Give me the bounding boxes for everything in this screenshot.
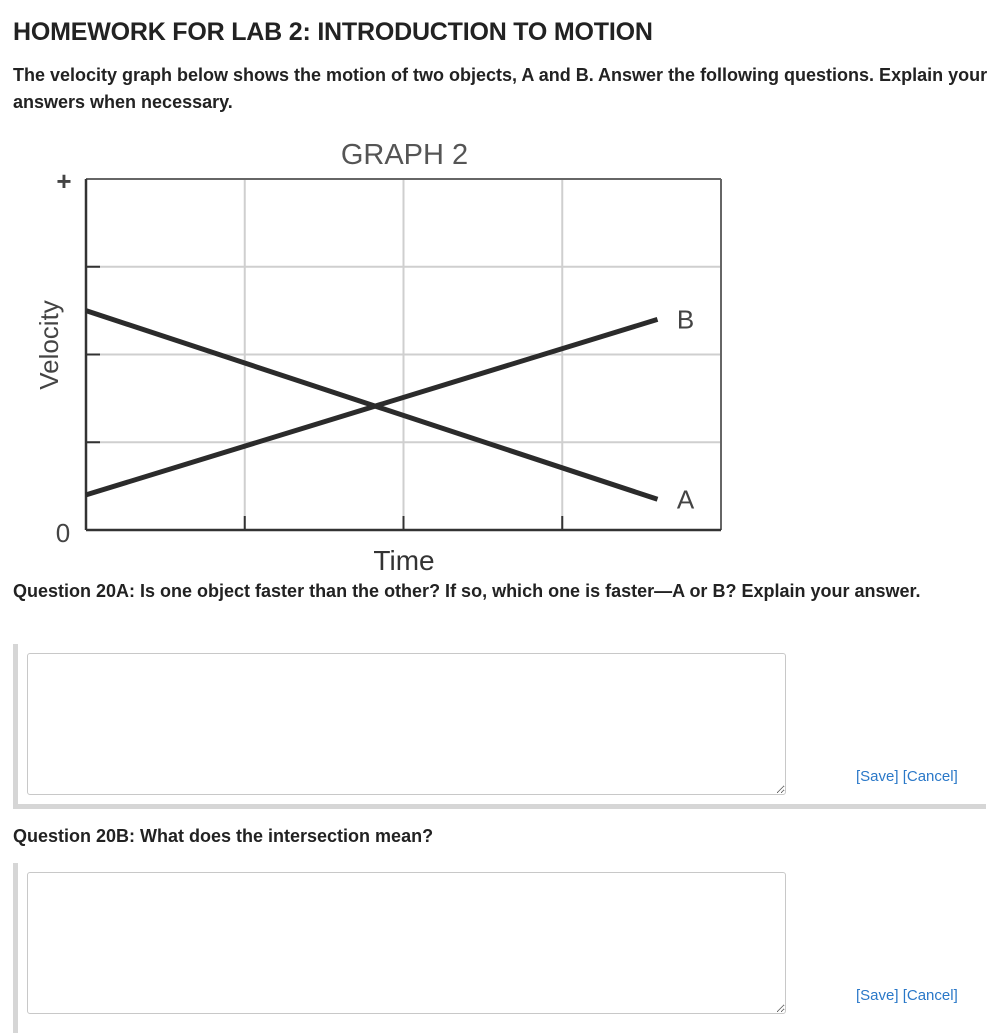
question-20b-answer-field[interactable] xyxy=(27,872,786,1014)
question-20a-label: Question 20A: Is one object faster than the other? If so, which one is faster—A or B? Explain your answer. xyxy=(13,581,921,601)
series-label-a: A xyxy=(676,484,695,515)
question-20a-answer-field[interactable] xyxy=(27,653,786,795)
x-axis-label: Time xyxy=(373,545,435,576)
y-top-marker: + xyxy=(56,166,72,196)
velocity-graph xyxy=(0,130,760,580)
graph-2-chart xyxy=(0,130,760,580)
question-20b-label: Question 20B: What does the intersection mean? xyxy=(13,826,434,846)
series-label-b: B xyxy=(676,304,695,335)
y-axis-label: Velocity xyxy=(34,300,64,390)
question-20b-cancel-link[interactable]: [Cancel] xyxy=(902,987,958,1004)
chart-title: GRAPH 2 xyxy=(340,139,469,171)
question-20a-actions xyxy=(856,768,958,785)
question-20b-answer-block xyxy=(13,863,986,1033)
page-title: HOMEWORK FOR LAB 2: INTRODUCTION TO MOTION xyxy=(13,18,653,46)
question-20b-actions xyxy=(856,987,958,1004)
question-20a-cancel-link[interactable]: [Cancel] xyxy=(902,768,958,785)
question-20b-save-link[interactable]: [Save] xyxy=(856,987,899,1004)
y-zero-label: 0 xyxy=(55,518,71,548)
intro-text: The velocity graph below shows the motion of two objects, A and B. Answer the following questions. Explain your answers when necessary. xyxy=(13,65,988,112)
question-20a-answer-block xyxy=(13,644,986,809)
question-20a-save-link[interactable]: [Save] xyxy=(856,768,899,785)
